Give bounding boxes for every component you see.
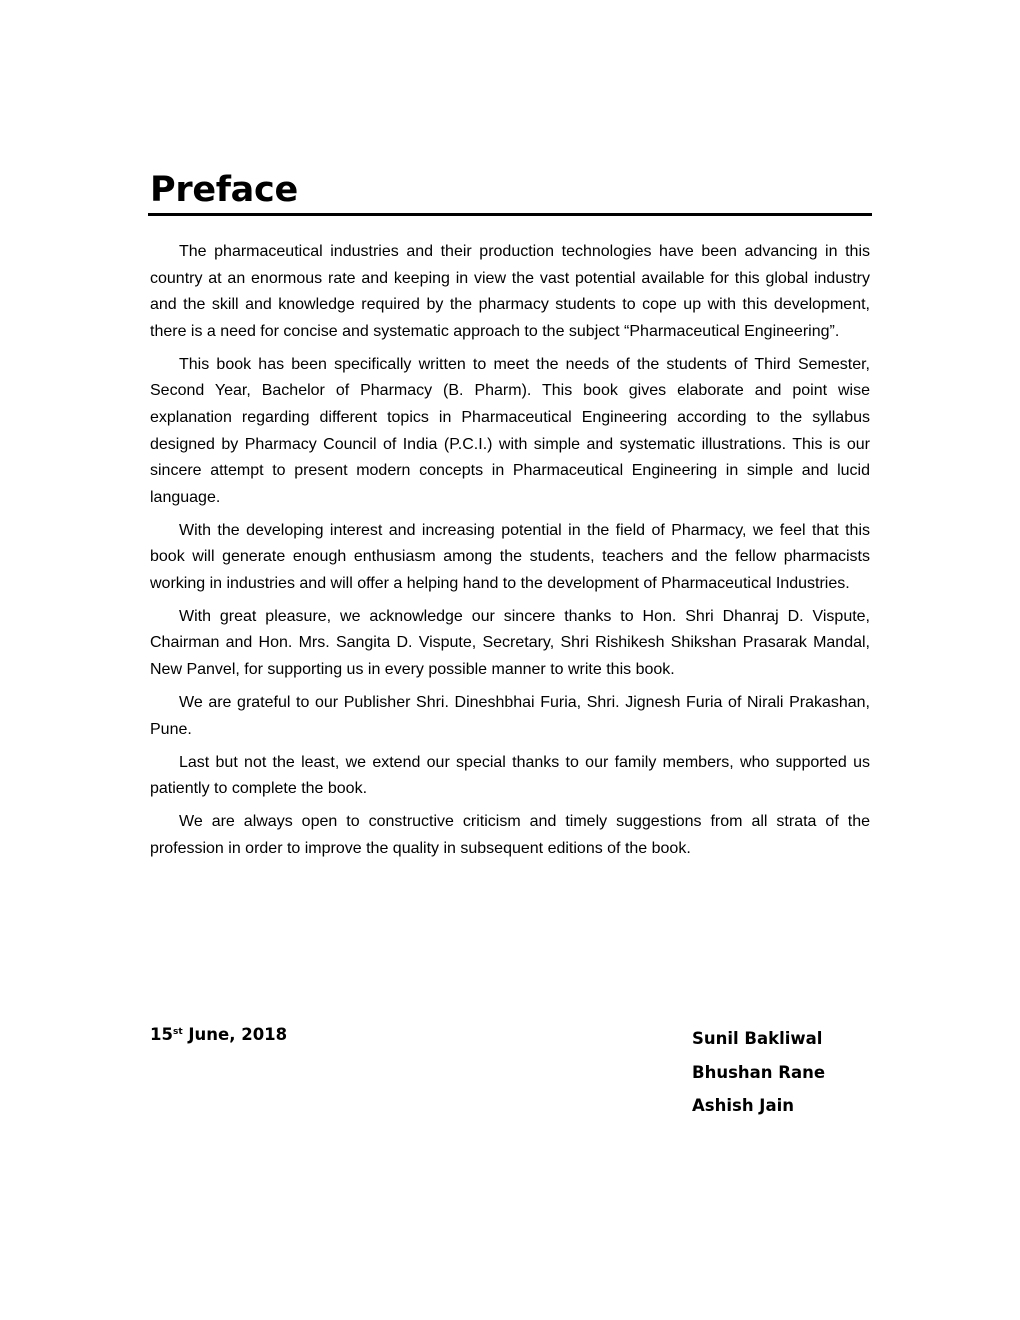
- author-name: Ashish Jain: [692, 1096, 794, 1115]
- date-suffix: st: [172, 1027, 183, 1037]
- paragraph-6: Last but not the least, we extend our special thanks to our family members, who supported us patiently to complete the book.: [150, 753, 870, 798]
- preface-body: [148, 239, 870, 862]
- preface-page: [148, 168, 872, 869]
- page-title: Preface: [150, 170, 298, 210]
- author-name: Bhushan Rane: [692, 1062, 826, 1082]
- paragraph-7: We are always open to constructive criticism and timely suggestions from all strata of the profession in order to improve the quality in subsequent editions of the book.: [150, 813, 870, 857]
- paragraph-3: With the developing interest and increasing potential in the field of Pharmacy, we feel that this book will generate enough enthusiasm among the students, teachers and the fellow pharmacists working in industries and will offer a helping hand to the development of Pharmaceutical Industries.: [150, 521, 870, 592]
- paragraph-5: We are grateful to our Publisher Shri. Dineshbhai Furia, Shri. Jignesh Furia of Nirali Prakashan, Pune.: [150, 694, 870, 738]
- paragraph-1: The pharmaceutical industries and their production technologies have been advancing in this country at an enormous rate and keeping in view the vast potential available for this global industry and the skill and knowledge required by the pharmacy students to cope up with this development, there is a need for concise and systematic approach to the subject “Pharmaceutical Engineering”.: [150, 243, 870, 340]
- author-name: Sunil Bakliwal: [692, 1029, 823, 1048]
- paragraph-2: This book has been specifically written to meet the needs of the students of Third Semester, Second Year, Bachelor of Pharmacy (B. Pharm). This book gives elaborate and point wise explanation regarding different topics in Pharmaceutical Engineering according to the syllabus designed by Pharmacy Council of India (P.C.I.) with simple and systematic illustrations. This is our sincere attempt to present modern concepts in Pharmaceutical Engineering in simple and lucid language.: [150, 355, 870, 506]
- title-underline: [148, 213, 872, 216]
- author-list: [692, 1022, 825, 1123]
- preface-date: [150, 1022, 287, 1048]
- paragraph-4: With great pleasure, we acknowledge our sincere thanks to Hon. Shri Dhanraj D. Vispute, Chairman and Hon. Mrs. Sangita D. Vispute, Secretary, Shri Rishikesh Shikshan Prasarak Mandal, New Panvel, for supporting us in every possible manner to write this book.: [150, 607, 870, 679]
- date-month-year: June, 2018: [182, 1025, 288, 1044]
- date-day: 15: [150, 1025, 173, 1044]
